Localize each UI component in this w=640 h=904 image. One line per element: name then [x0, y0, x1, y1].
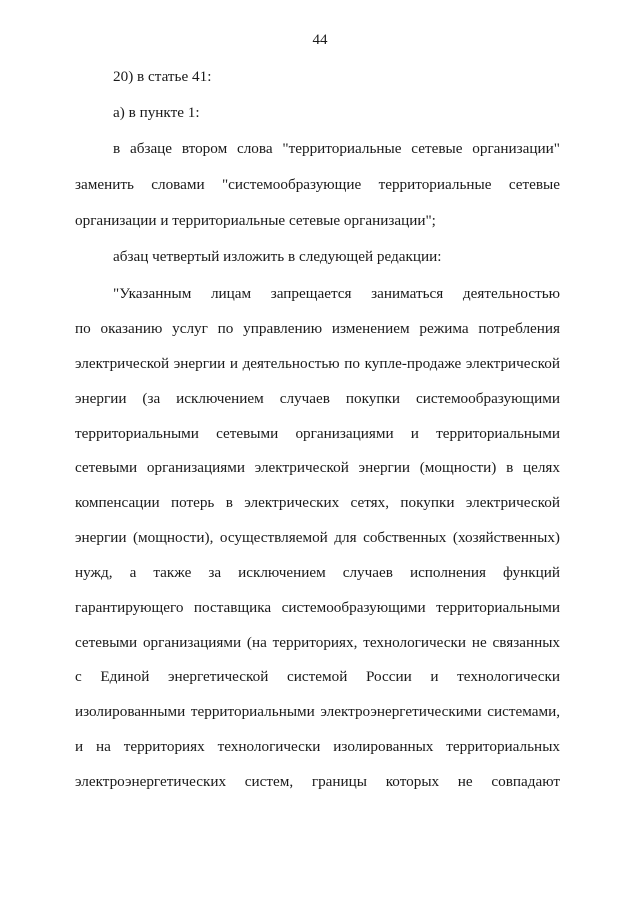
text-line: энергии (мощности), осуществляемой для собственных (хозяйственных)	[75, 529, 560, 546]
text-line: по оказанию услуг по управлению изменением режима потребления	[75, 320, 560, 337]
text-line-subitem-a: а) в пункте 1:	[113, 104, 200, 121]
text-line: с Единой энергетической системой России и технологически	[75, 668, 560, 685]
text-line: энергии (за исключением случаев покупки системообразующими	[75, 390, 560, 407]
text-line: гарантирующего поставщика системообразующими территориальными	[75, 599, 560, 616]
text-line: организации и территориальные сетевые организации";	[75, 212, 436, 229]
text-line: электроэнергетических систем, границы которых не совпадают	[75, 773, 560, 790]
text-line: в абзаце втором слова "территориальные сетевые организации"	[113, 140, 560, 157]
text-line: и на территориях технологически изолированных территориальных	[75, 738, 560, 755]
text-line: территориальными сетевыми организациями и территориальными	[75, 425, 560, 442]
text-line-item-20: 20) в статье 41:	[113, 68, 212, 85]
text-line: сетевыми организациями электрической энергии (мощности) в целях	[75, 459, 560, 476]
text-line: сетевыми организациями (на территориях, технологически не связанных	[75, 634, 560, 651]
text-line: нужд, а также за исключением случаев исполнения функций	[75, 564, 560, 581]
page-number: 44	[312, 32, 328, 48]
text-line: компенсации потерь в электрических сетях, покупки электрической	[75, 494, 560, 511]
text-line: электрической энергии и деятельностью по купле-продаже электрической	[75, 355, 560, 372]
text-line: заменить словами "системообразующие территориальные сетевые	[75, 176, 560, 193]
text-line: изолированными территориальными электроэнергетическими системами,	[75, 703, 560, 720]
text-line: абзац четвертый изложить в следующей редакции:	[113, 248, 442, 265]
text-line-quote-start: "Указанным лицам запрещается заниматься деятельностью	[113, 285, 560, 302]
